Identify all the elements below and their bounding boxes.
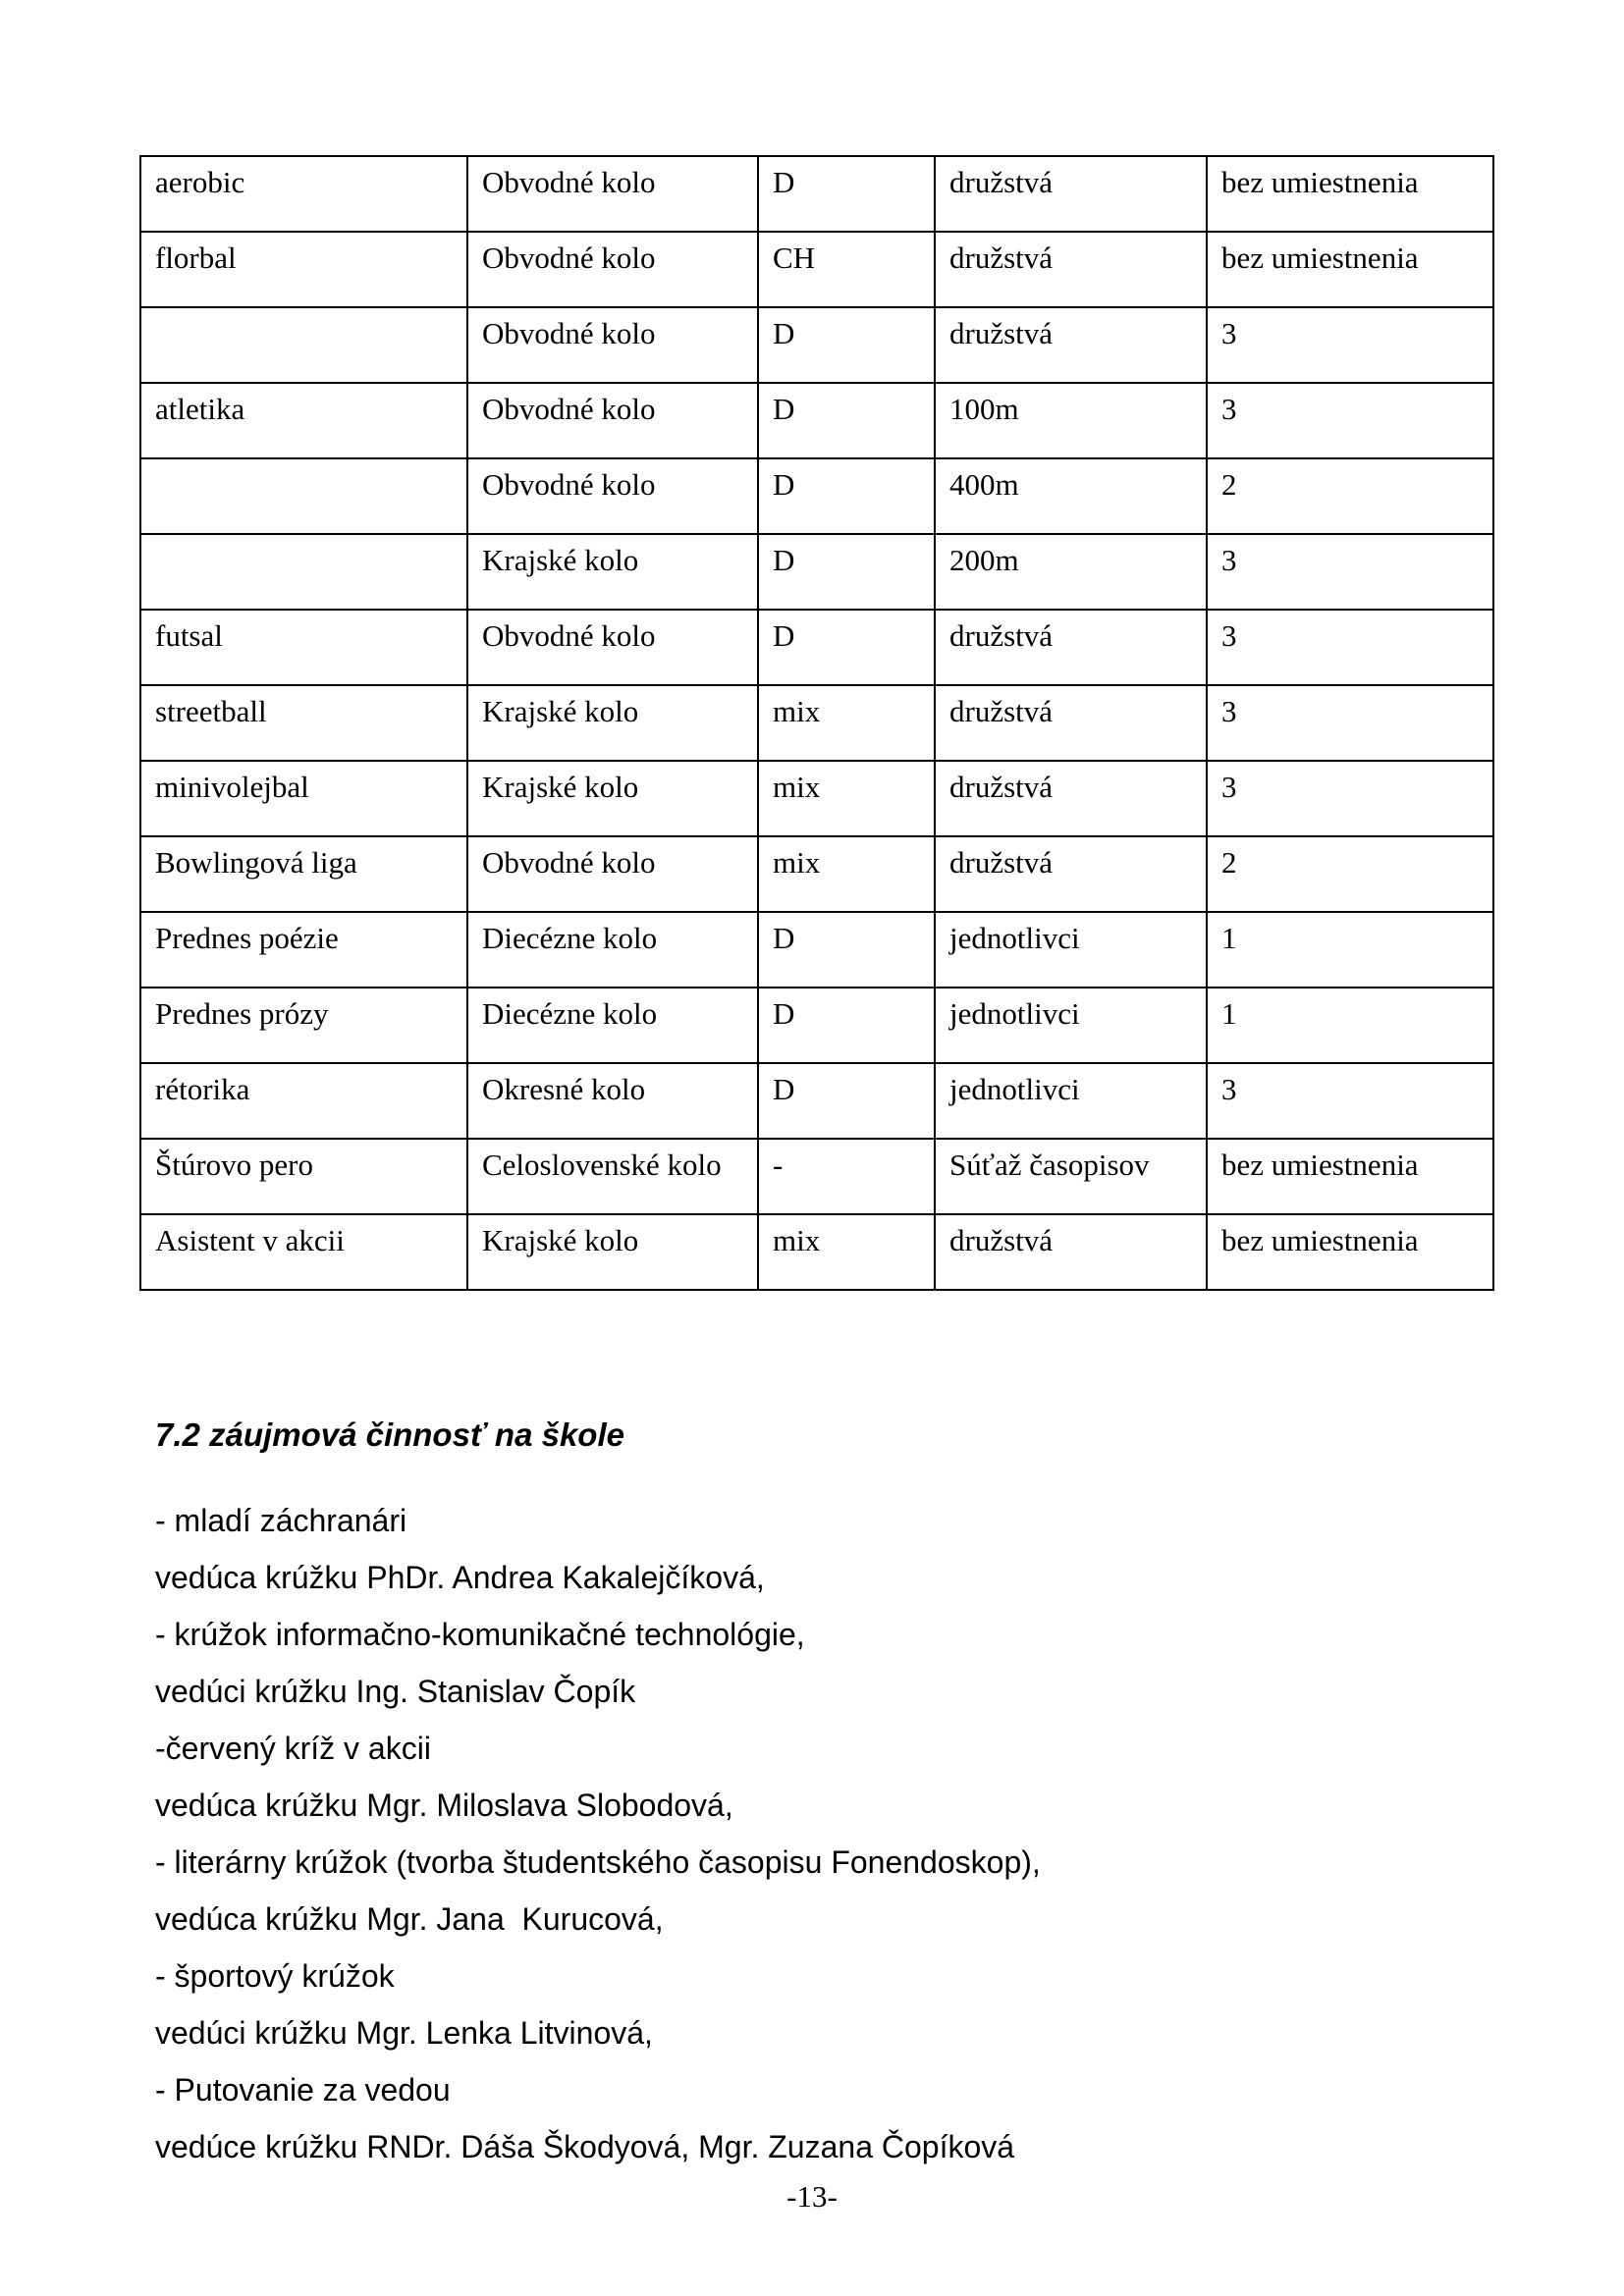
list-item: vedúci krúžku Ing. Stanislav Čopík xyxy=(155,1674,636,1709)
discipline-cell: družstvá xyxy=(935,156,1207,232)
table-row xyxy=(140,156,1493,232)
round-cell: Krajské kolo xyxy=(467,534,758,610)
category-cell: mix xyxy=(758,1214,935,1290)
category-cell: D xyxy=(758,383,935,458)
discipline-cell: družstvá xyxy=(935,307,1207,383)
discipline-cell: jednotlivci xyxy=(935,912,1207,988)
activity-cell: atletika xyxy=(140,383,467,458)
table-row xyxy=(140,1139,1493,1214)
activity-cell xyxy=(140,458,467,534)
activity-cell: Prednes prózy xyxy=(140,988,467,1063)
round-cell: Krajské kolo xyxy=(467,685,758,761)
activity-cell: Asistent v akcii xyxy=(140,1214,467,1290)
discipline-cell: 200m xyxy=(935,534,1207,610)
discipline-cell: Súťaž časopisov xyxy=(935,1139,1207,1214)
round-cell: Obvodné kolo xyxy=(467,232,758,307)
round-cell: Obvodné kolo xyxy=(467,836,758,912)
activity-cell: aerobic xyxy=(140,156,467,232)
discipline-cell: družstvá xyxy=(935,685,1207,761)
discipline-cell: družstvá xyxy=(935,836,1207,912)
round-cell: Okresné kolo xyxy=(467,1063,758,1139)
table-row xyxy=(140,1063,1493,1139)
list-item: - športový krúžok xyxy=(155,1958,395,1994)
category-cell: D xyxy=(758,988,935,1063)
placement-cell: bez umiestnenia xyxy=(1207,232,1493,307)
activity-cell: Štúrovo pero xyxy=(140,1139,467,1214)
table-row xyxy=(140,912,1493,988)
discipline-cell: 100m xyxy=(935,383,1207,458)
list-item: vedúca krúžku Mgr. Miloslava Slobodová, xyxy=(155,1788,733,1823)
discipline-cell: družstvá xyxy=(935,232,1207,307)
placement-cell: 3 xyxy=(1207,383,1493,458)
placement-cell: 3 xyxy=(1207,1063,1493,1139)
category-cell: D xyxy=(758,1063,935,1139)
category-cell: D xyxy=(758,534,935,610)
activity-cell: florbal xyxy=(140,232,467,307)
activity-cell: streetball xyxy=(140,685,467,761)
activity-cell: minivolejbal xyxy=(140,761,467,836)
list-item: vedúca krúžku Mgr. Jana Kurucová, xyxy=(155,1901,664,1937)
category-cell: mix xyxy=(758,836,935,912)
activity-cell: futsal xyxy=(140,610,467,685)
activity-cell xyxy=(140,307,467,383)
table-row xyxy=(140,761,1493,836)
placement-cell: bez umiestnenia xyxy=(1207,1214,1493,1290)
category-cell: D xyxy=(758,156,935,232)
placement-cell: 3 xyxy=(1207,534,1493,610)
category-cell: - xyxy=(758,1139,935,1214)
list-item: - Putovanie za vedou xyxy=(155,2072,451,2108)
category-cell: CH xyxy=(758,232,935,307)
round-cell: Obvodné kolo xyxy=(467,307,758,383)
list-item: -červený kríž v akcii xyxy=(155,1731,431,1766)
placement-cell: 3 xyxy=(1207,685,1493,761)
placement-cell: bez umiestnenia xyxy=(1207,1139,1493,1214)
category-cell: D xyxy=(758,912,935,988)
placement-cell: 1 xyxy=(1207,988,1493,1063)
activity-cell: Prednes poézie xyxy=(140,912,467,988)
table-row xyxy=(140,1214,1493,1290)
placement-cell: 2 xyxy=(1207,836,1493,912)
discipline-cell: jednotlivci xyxy=(935,1063,1207,1139)
placement-cell: 2 xyxy=(1207,458,1493,534)
table-row xyxy=(140,988,1493,1063)
activity-cell: rétorika xyxy=(140,1063,467,1139)
category-cell: mix xyxy=(758,761,935,836)
table-row xyxy=(140,383,1493,458)
round-cell: Obvodné kolo xyxy=(467,156,758,232)
activity-list xyxy=(155,1503,1041,2186)
round-cell: Diecézne kolo xyxy=(467,912,758,988)
placement-cell: bez umiestnenia xyxy=(1207,156,1493,232)
list-item: vedúca krúžku PhDr. Andrea Kakalejčíková, xyxy=(155,1560,765,1595)
competition-results-table xyxy=(139,155,1494,1291)
round-cell: Krajské kolo xyxy=(467,1214,758,1290)
activity-cell: Bowlingová liga xyxy=(140,836,467,912)
placement-cell: 3 xyxy=(1207,307,1493,383)
page-number: -13- xyxy=(786,2179,838,2214)
category-cell: mix xyxy=(758,685,935,761)
discipline-cell: jednotlivci xyxy=(935,988,1207,1063)
round-cell: Diecézne kolo xyxy=(467,988,758,1063)
round-cell: Obvodné kolo xyxy=(467,610,758,685)
list-item: - krúžok informačno-komunikačné technológie, xyxy=(155,1617,805,1652)
list-item: vedúce krúžku RNDr. Dáša Škodyová, Mgr. Zuzana Čopíková xyxy=(155,2129,1015,2164)
discipline-cell: 400m xyxy=(935,458,1207,534)
category-cell: D xyxy=(758,458,935,534)
table-row xyxy=(140,534,1493,610)
section-heading: 7.2 záujmová činnosť na škole xyxy=(155,1416,624,1453)
activity-cell xyxy=(140,534,467,610)
placement-cell: 3 xyxy=(1207,610,1493,685)
discipline-cell: družstvá xyxy=(935,1214,1207,1290)
round-cell: Obvodné kolo xyxy=(467,383,758,458)
round-cell: Obvodné kolo xyxy=(467,458,758,534)
category-cell: D xyxy=(758,307,935,383)
list-item: - literárny krúžok (tvorba študentského časopisu Fonendoskop), xyxy=(155,1844,1041,1880)
table-row xyxy=(140,458,1493,534)
category-cell: D xyxy=(758,610,935,685)
round-cell: Celoslovenské kolo xyxy=(467,1139,758,1214)
table-row xyxy=(140,610,1493,685)
discipline-cell: družstvá xyxy=(935,761,1207,836)
table-row xyxy=(140,307,1493,383)
list-item: vedúci krúžku Mgr. Lenka Litvinová, xyxy=(155,2015,653,2051)
list-item: - mladí záchranári xyxy=(155,1503,407,1538)
placement-cell: 3 xyxy=(1207,761,1493,836)
table-body xyxy=(140,156,1493,1290)
table-row xyxy=(140,836,1493,912)
table-row xyxy=(140,232,1493,307)
table-row xyxy=(140,685,1493,761)
placement-cell: 1 xyxy=(1207,912,1493,988)
discipline-cell: družstvá xyxy=(935,610,1207,685)
round-cell: Krajské kolo xyxy=(467,761,758,836)
